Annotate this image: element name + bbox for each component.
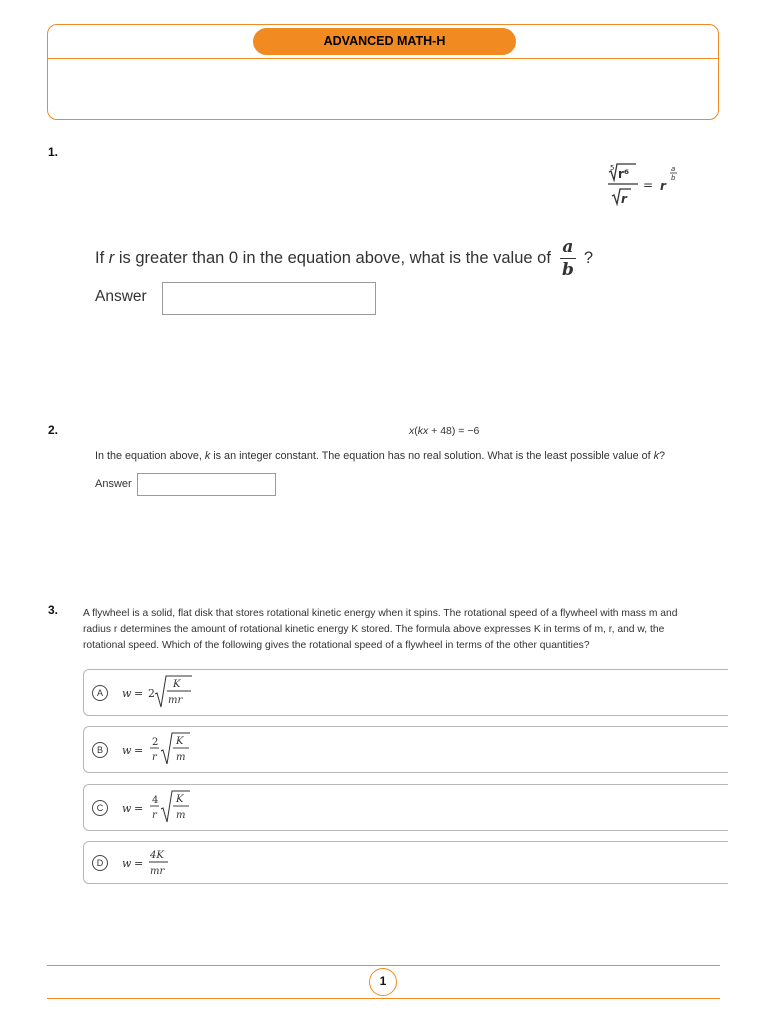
numerator: 4K [150, 850, 164, 861]
choice-letter-b: B [92, 742, 108, 758]
lhs-w: w [122, 857, 132, 870]
question-2-answer-input[interactable] [137, 473, 276, 496]
choice-b-formula [120, 731, 250, 769]
text-pre: In the equation above, [95, 450, 205, 462]
question-1-number: 1. [48, 145, 59, 159]
coefficient: 2 [148, 687, 155, 700]
header-divider [48, 58, 718, 59]
numerator: K [176, 736, 184, 747]
question-1-prompt [95, 238, 593, 279]
numerator: K [176, 794, 184, 805]
text-var2: k [653, 450, 660, 462]
choice-a-formula [120, 674, 250, 712]
equals: = [134, 744, 144, 757]
equals: = [134, 687, 144, 700]
question-3-number: 3. [48, 603, 59, 617]
denominator: m [176, 810, 186, 821]
question-2-prompt [95, 450, 665, 462]
exponent-numerator: a [671, 165, 676, 173]
eq-k: k [417, 425, 423, 437]
choice-letter-c: C [92, 800, 108, 816]
text-end: ? [659, 450, 666, 462]
eq-x: x [409, 425, 415, 437]
equals: = [134, 857, 144, 870]
numerator: K [173, 679, 181, 690]
question-1-equation [600, 160, 700, 210]
power-base: r [660, 179, 666, 193]
coef-numerator: 2 [152, 737, 159, 748]
lhs-w: w [122, 802, 132, 815]
root-index: 5 [610, 164, 615, 172]
lhs-w: w [122, 687, 132, 700]
equals-sign: = [643, 178, 654, 192]
choice-b[interactable] [83, 726, 728, 773]
fraction-bar [560, 258, 576, 259]
eq-rest: + 48) = −6 [428, 425, 480, 437]
question-2-equation [409, 425, 479, 437]
coef-denominator: r [152, 810, 157, 821]
equals: = [134, 802, 144, 815]
text-post: is an integer constant. The equation has no real solution. What is the least possible value of [210, 450, 654, 462]
choice-a[interactable] [83, 669, 728, 716]
choice-c-formula [120, 789, 250, 827]
prompt-line-1: A flywheel is a solid, flat disk that stores rotational kinetic energy when it spins. The rotational speed of a flywheel with mass m and [83, 608, 678, 619]
denominator: mr [150, 866, 165, 877]
header-box [47, 24, 719, 120]
prompt-post: is greater than 0 in the equation above, what is the value of [118, 249, 551, 267]
radicand-top: r⁶ [618, 167, 630, 181]
prompt-var: r [108, 249, 115, 267]
prompt-line-2: radius r determines the amount of rotational kinetic energy K stored. The formula above expresses K in terms of m, r, and w, the [83, 624, 665, 635]
text-var: k [204, 450, 211, 462]
denominator: mr [168, 695, 183, 706]
fraction-denominator: b [561, 260, 574, 280]
prompt-end: ? [583, 249, 594, 267]
choice-letter-d: D [92, 855, 108, 871]
choice-d[interactable] [83, 841, 728, 884]
coef-denominator: r [152, 752, 157, 763]
question-3-prompt [83, 606, 733, 654]
eq-open-paren: ( [414, 425, 418, 437]
question-1-answer-label: Answer [95, 288, 147, 305]
lhs-w: w [122, 744, 132, 757]
prompt-pre: If [95, 249, 105, 267]
footer-line-bottom [47, 998, 720, 999]
choice-d-formula [120, 845, 250, 883]
page-number: 1 [369, 968, 397, 996]
exponent-denominator: b [671, 174, 676, 182]
question-2-number: 2. [48, 423, 59, 437]
prompt-line-3: rotational speed. Which of the following gives the rotational speed of a flywheel in terms of the other quantities? [83, 640, 590, 651]
denominator: m [176, 752, 186, 763]
choice-letter-a: A [92, 685, 108, 701]
question-2-answer-label: Answer [95, 478, 132, 490]
choice-c[interactable] [83, 784, 728, 831]
fraction-numerator: a [562, 237, 574, 257]
question-1-answer-input[interactable] [162, 282, 376, 315]
coef-numerator: 4 [152, 795, 159, 806]
radicand-bottom: r [621, 192, 627, 206]
footer-line-top [47, 965, 720, 966]
eq-x2: x [423, 425, 429, 437]
page-title: ADVANCED MATH-H [253, 28, 516, 55]
prompt-fraction [560, 238, 576, 279]
